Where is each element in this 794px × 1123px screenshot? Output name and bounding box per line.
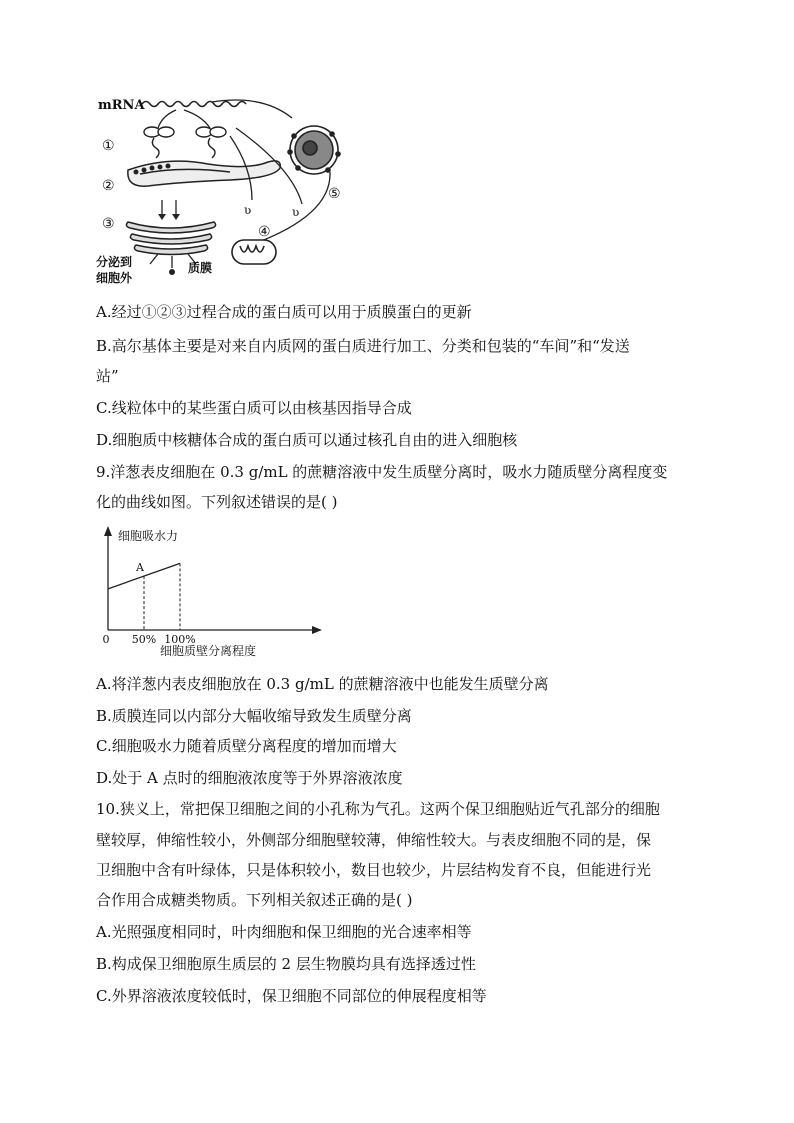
q10-stem-line3: 卫细胞中含有叶绿体，只是体积较小，数目也较少，片层结构发育不良，但能进行光 bbox=[96, 861, 652, 879]
q8-option-c: C.线粒体中的某些蛋白质可以由核基因指导合成 bbox=[96, 399, 412, 417]
endoplasmic-reticulum-icon bbox=[128, 161, 280, 186]
y-axis-arrow bbox=[104, 526, 112, 536]
absorption-force-chart bbox=[96, 520, 326, 660]
q9-stem-line1: 9.洋葱表皮细胞在 0.3 g/mL 的蔗糖溶液中发生质壁分离时，吸水力随质壁分离程度变 bbox=[96, 463, 668, 481]
secreted-label-line1: 分泌到 bbox=[96, 255, 133, 269]
golgi-apparatus-icon bbox=[126, 222, 215, 255]
q8-option-b-line1: B.高尔基体主要是对来自内质网的蛋白质进行加工、分类和包装的“车间”和“发送 bbox=[96, 337, 630, 355]
marker-1: ① bbox=[102, 138, 115, 154]
arrow-mrna-mid bbox=[184, 110, 210, 128]
q9-option-b: B.质膜连同以内部分大幅收缩导致发生质壁分离 bbox=[96, 707, 412, 725]
ribosome-icon bbox=[144, 127, 226, 158]
q10-option-a: A.光照强度相同时，叶肉细胞和保卫细胞的光合速率相等 bbox=[96, 923, 472, 941]
q9-stem-line2: 化的曲线如图。下列叙述错误的是( ) bbox=[96, 493, 338, 511]
y-axis-label: 细胞吸水力 bbox=[118, 529, 179, 543]
q9-option-c: C.细胞吸水力随着质壁分离程度的增加而增大 bbox=[96, 737, 397, 755]
x-axis-label: 细胞质壁分离程度 bbox=[160, 644, 257, 658]
q8-option-a: A.经过①②③过程合成的蛋白质可以用于质膜蛋白的更新 bbox=[96, 303, 472, 321]
q10-stem-line2: 壁较厚，伸缩性较小，外侧部分细胞壁较薄，伸缩性较大。与表皮细胞不同的是，保 bbox=[96, 831, 652, 849]
point-a-label: A bbox=[136, 561, 144, 575]
series-line bbox=[108, 563, 180, 588]
q9-option-d: D.处于 A 点时的细胞液浓度等于外界溶液浓度 bbox=[96, 769, 403, 787]
q8-option-b-line2: 站” bbox=[96, 367, 119, 385]
secreted-label-line2: 细胞外 bbox=[96, 271, 133, 285]
mrna-label: mRNA bbox=[98, 98, 145, 113]
marker-3: ③ bbox=[102, 216, 115, 232]
protein-glyph-1: ʋ bbox=[244, 203, 252, 217]
mrna-strand bbox=[142, 102, 246, 107]
arrow-secrete bbox=[150, 254, 158, 264]
mitochondrion-icon bbox=[232, 240, 276, 264]
q9-option-a: A.将洋葱内表皮细胞放在 0.3 g/mL 的蔗糖溶液中也能发生质壁分离 bbox=[96, 675, 549, 693]
marker-5: ⑤ bbox=[328, 186, 341, 202]
x-axis-arrow bbox=[312, 626, 322, 634]
protein-glyph-2: ʋ bbox=[292, 205, 300, 219]
marker-4: ④ bbox=[258, 224, 271, 240]
q10-option-c: C.外界溶液浓度较低时，保卫细胞不同部位的伸展程度相等 bbox=[96, 987, 487, 1005]
arrow-mrna-left bbox=[158, 110, 176, 128]
marker-2: ② bbox=[102, 178, 115, 194]
q10-stem-line1: 10.狭义上，常把保卫细胞之间的小孔称为气孔。这两个保卫细胞贴近气孔部分的细胞 bbox=[96, 800, 660, 818]
arrow-nucleus-out bbox=[242, 172, 330, 248]
x-tick-50: 50% bbox=[131, 633, 157, 646]
x-tick-0: 0 bbox=[102, 633, 110, 646]
q10-stem-line4: 合作用合成糖类物质。下列相关叙述正确的是( ) bbox=[96, 891, 413, 909]
nucleus-icon bbox=[288, 126, 340, 174]
q10-option-b: B.构成保卫细胞原生质层的 2 层生物膜均具有选择透过性 bbox=[96, 955, 476, 973]
x-tick-100: 100% bbox=[164, 633, 196, 646]
protein-transport-diagram bbox=[92, 88, 372, 288]
membrane-label: 质膜 bbox=[188, 261, 213, 275]
q8-option-d: D.细胞质中核糖体合成的蛋白质可以通过核孔自由的进入细胞核 bbox=[96, 431, 518, 449]
